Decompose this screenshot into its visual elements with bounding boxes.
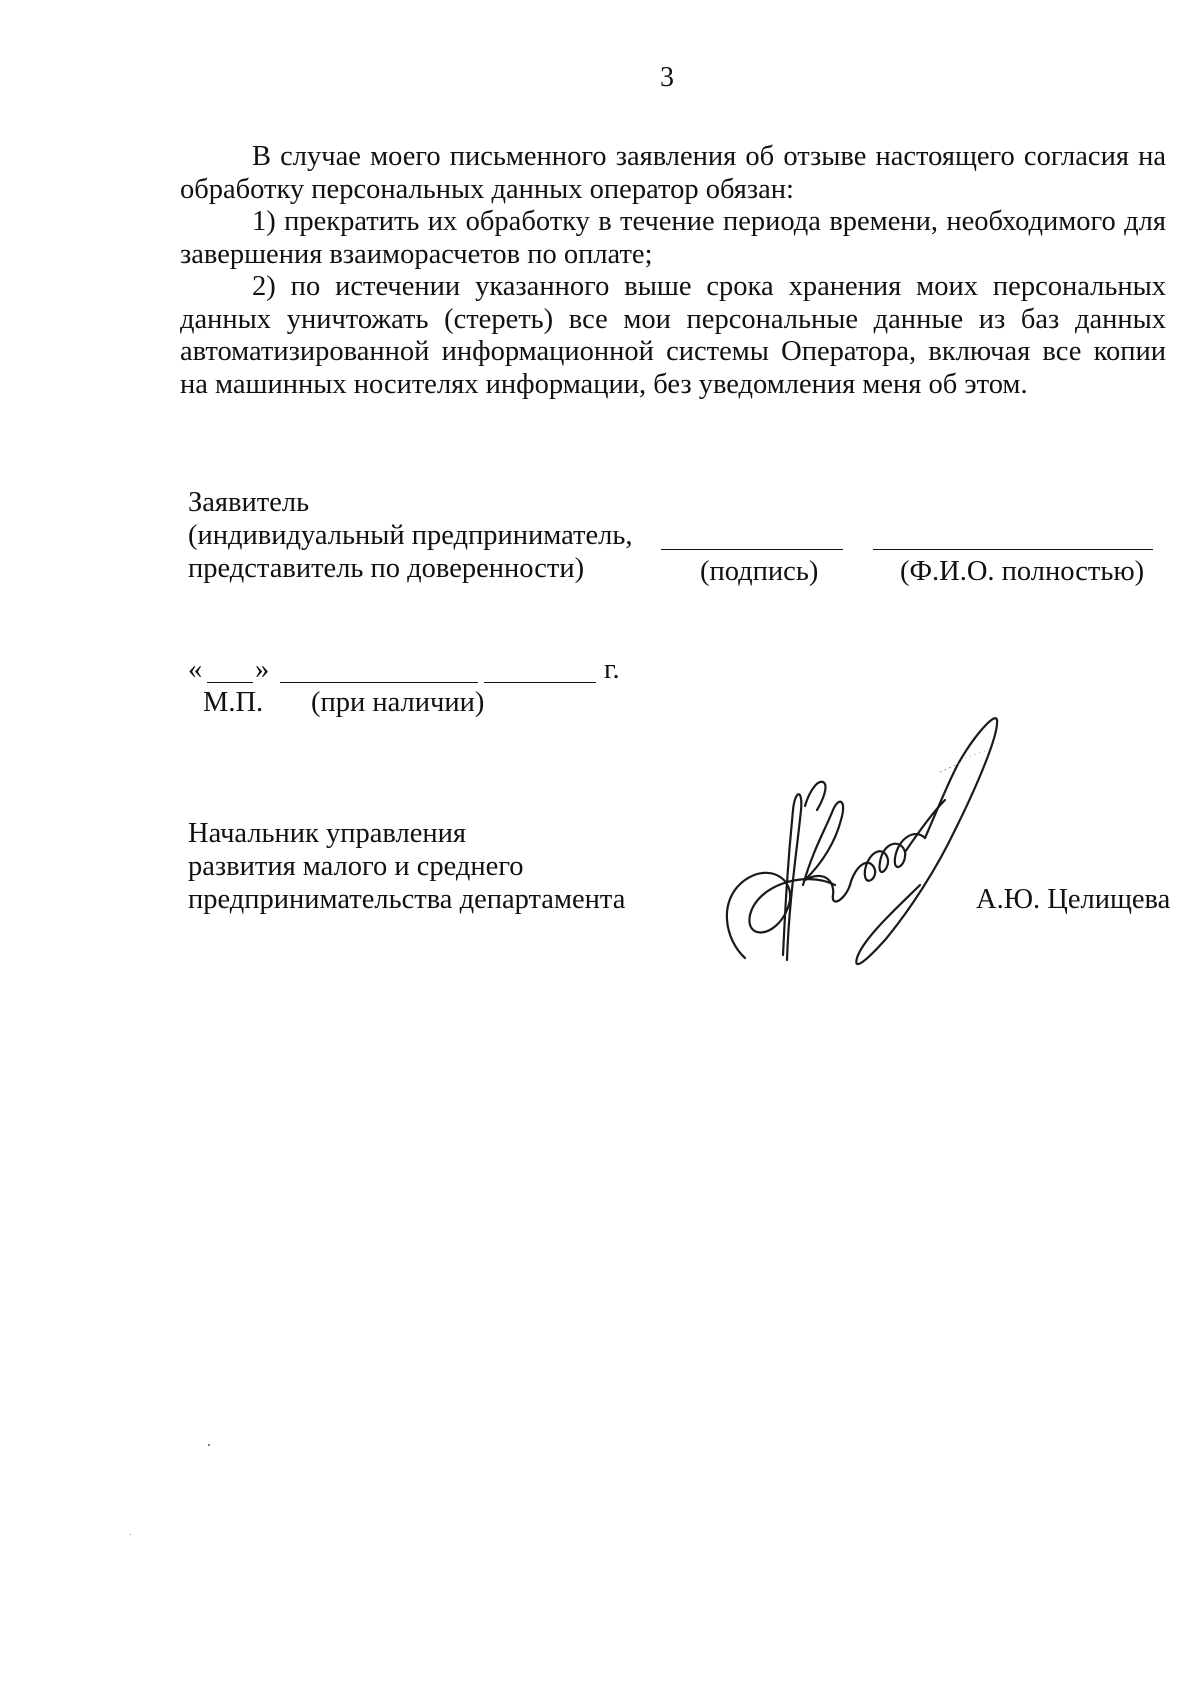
official-title-line-1: Начальник управления [188,818,466,849]
handwritten-signature [705,710,1035,980]
applicant-label: Заявитель [188,487,310,518]
date-month-blank-line [280,682,478,683]
full-name-caption: (Ф.И.О. полностью) [900,556,1145,587]
page-number: 3 [660,62,674,93]
date-close-quote: » [255,654,270,685]
date-day-blank-line [207,682,253,683]
scan-speck [208,1444,210,1446]
applicant-role-line: (индивидуальный предприниматель, [188,520,633,551]
paragraph-revocation-intro: В случае моего письменного заявления об отзыве настоящего согласия на обработку персональных данных оператор обязан: [180,141,1166,205]
signature-blank-line [661,549,843,550]
date-year-blank-line [484,682,596,683]
date-year-suffix: г. [604,654,620,685]
official-title-line-3: предпринимательства департамента [188,884,626,915]
date-open-quote: « [188,654,203,685]
official-title-line-2: развития малого и среднего [188,851,524,882]
applicant-role-line-2: представитель по доверенности) [188,553,585,584]
paragraph-item-2: 2) по истечении указанного выше срока хранения моих персональных данных уничтожать (стереть) все мои персональные данные из баз данных автоматизированной информационной системы Оператора, включая все копии на машинных носителях информации, без уведомления меня об этом. [180,271,1166,400]
stamp-note: (при наличии) [311,687,485,718]
scan-speck [130,1534,131,1535]
stamp-label: М.П. [203,687,264,718]
official-name: А.Ю. Целищева [976,884,1171,915]
full-name-blank-line [873,549,1153,550]
signature-caption: (подпись) [700,556,819,587]
paragraph-item-1: 1) прекратить их обработку в течение периода времени, необходимого для завершения взаиморасчетов по оплате; [180,206,1166,270]
